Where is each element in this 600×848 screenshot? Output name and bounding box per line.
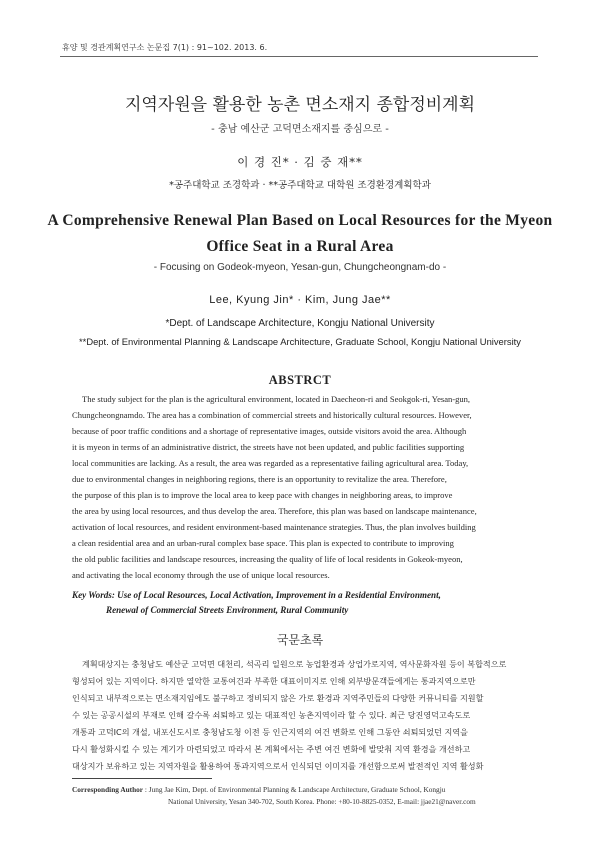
english-subtitle: - Focusing on Godeok-myeon, Yesan-gun, Chungcheongnam-do - [153,262,447,273]
korean-abstract-line: 형성되어 있는 지역이다. 하지만 열악한 교통여건과 부족한 대표이미지로 인해 외부방문객들에게는 통과지역으로만 [72,676,476,686]
english-title-line-2: Office Seat in a Rural Area [206,238,394,255]
corresponding-author-line-2: National University, Yesan 340-702, South Korea. Phone: +80-10-8825-0352, E-mail: jjae21@naver.com [168,797,476,806]
abstract-line: the old public facilities and landscape resources, increasing the quality of life of local residents in Gokeok-myeon, [72,554,463,564]
abstract-line: the purpose of this plan is to improve the local area to keep pace with changes in neighboring areas, to improve [72,490,453,500]
korean-abstract-heading: 국문초록 [276,633,324,647]
korean-abstract-line: 계획대상지는 충청남도 예산군 고덕면 대천리, 석곡리 일원으로 농업환경과 상업가로지역, 역사문화자원 등이 복합적으로 [82,659,507,669]
footnote-rule [72,778,212,779]
korean-title: 지역자원을 활용한 농촌 면소재지 종합정비계획 [124,95,476,115]
korean-authors: 이 경 진* · 김 중 재** [237,155,363,169]
korean-abstract-line: 인식되고 내부적으로는 면소재지임에도 불구하고 정비되지 않은 가로 환경과 지역주민들의 다양한 커뮤니티를 지원할 [72,693,484,703]
abstract-line: and activating the local economy through the use of unique local resources. [72,570,330,580]
abstract-line: the area by using local resources, and thus develop the area. Therefore, this plan was based on landscape maintenance, [72,506,477,516]
abstract-line: local communities are lacking. As a result, the area was regarded as a representative failing agricultural area. Today, [72,458,469,468]
korean-abstract-line: 수 있는 공공시설의 부재로 인해 갈수록 쇠퇴하고 있는 대표적인 농촌지역이라 할 수 있다. 최근 당진영덕고속도로 [72,710,471,720]
abstract-line: because of poor traffic conditions and a shortage of representative images, outside visitors avoid the area. Although [72,426,467,436]
header-rule [60,56,538,57]
abstract-line: a clean residential area and an urban-rural complex base space. This plan is expected to contribute to improving [72,538,454,548]
corresponding-author-text: : Jung Jae Kim, Dept. of Environmental Planning & Landscape Architecture, Graduate School, Kongju [144,785,446,794]
corresponding-author-label: Corresponding Author [72,785,144,794]
english-authors: Lee, Kyung Jin* · Kim, Jung Jae** [209,294,391,306]
abstract-line: The study subject for the plan is the agricultural environment, located in Daecheon-ri and Seokgok-ri, Yesan-gun, [82,394,471,404]
abstract-line: Chungcheongnamdo. The area has a combination of commercial streets and historically cultural resources. However, [72,410,472,420]
korean-abstract-line: 대상지가 보유하고 있는 지역자원을 활용하여 통과지역으로서 인식되던 이미지를 개선함으로써 발전적인 지역 활성화 [72,761,484,771]
abstract-line: due to environmental changes in neighboring regions, there is an opportunity to revitalize the area. Therefore, [72,474,447,484]
abstract-line: it is myeon in terms of an administrative district, the streets have not been updated, and public facilities supporting [72,442,465,452]
abstract-heading: ABSTRCT [268,373,332,387]
korean-affiliation: *공주대학교 조경학과 · **공주대학교 대학원 조경환경계획학과 [169,180,431,191]
corresponding-author-line-1 [72,785,538,794]
korean-abstract-line: 다시 활성화시킬 수 있는 계기가 마련되었고 따라서 본 계획에서는 주변 여건 변화에 발맞춰 지역 환경을 개선하고 [72,744,471,754]
abstract-line: activation of local resources, and resident environment-based maintenance strategies. Thus, the plan involves building [72,522,476,532]
english-affiliation-1: *Dept. of Landscape Architecture, Kongju National University [165,318,435,329]
english-affiliation-2: **Dept. of Environmental Planning & Landscape Architecture, Graduate School, Kongju National University [79,336,521,347]
keywords-line-1: Key Words: Use of Local Resources, Local Activation, Improvement in a Residential Environment, [72,590,441,600]
english-title-line-1: A Comprehensive Renewal Plan Based on Local Resources for the Myeon [47,212,553,229]
journal-citation: 휴양 및 경관계획연구소 논문집 7(1) : 91~102. 2013. 6. [62,43,268,52]
korean-subtitle: - 충남 예산군 고덕면소재지를 중심으로 - [211,124,389,135]
keywords-line-2: Renewal of Commercial Streets Environment, Rural Community [106,605,349,615]
korean-abstract-line: 개통과 고덕IC의 개설, 내포신도시로 충청남도청 이전 등 인근지역의 여건 변화로 인해 그동안 쇠퇴되었던 지역을 [72,727,468,737]
